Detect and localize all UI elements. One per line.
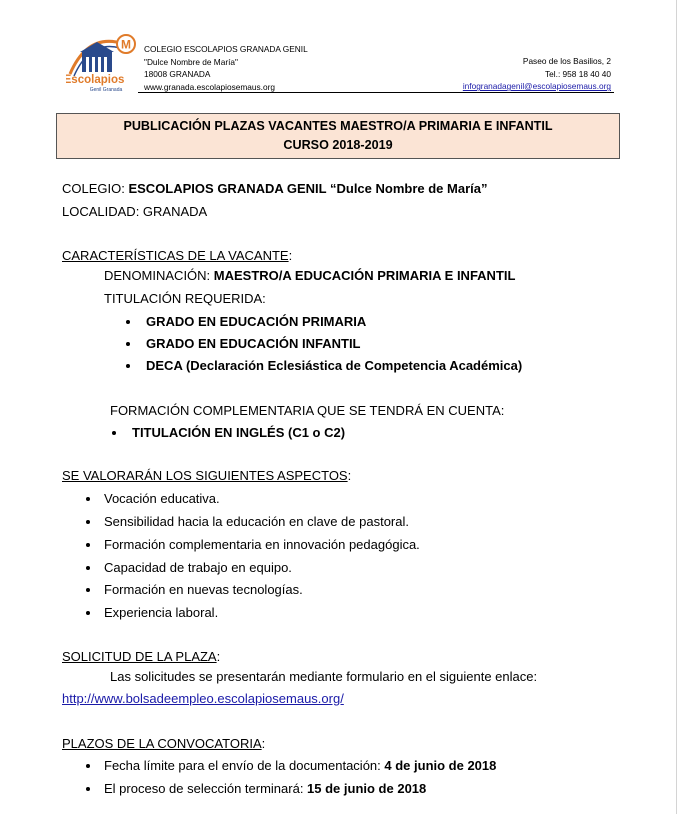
bullet-icon [126,342,130,346]
title-line-1: PUBLICACIÓN PLAZAS VACANTES MAESTRO/A PRIMARIA E INFANTIL [123,119,553,133]
logo-text: Escolapios [66,74,125,86]
school-value: ESCOLAPIOS GRANADA GENIL “Dulce Nombre de María” [128,181,488,196]
deadline-value: 4 de junio de 2018 [384,758,497,773]
titulation-item: DECA (Declaración Eclesiástica de Competencia Académica) [146,358,523,373]
deadlines-heading-text: PLAZOS DE LA CONVOCATORIA [62,736,262,751]
complementary-label: FORMACIÓN COMPLEMENTARIA QUE SE TENDRÁ EN CUENTA: [110,403,505,418]
bullet-icon [86,787,90,791]
titulation-item: GRADO EN EDUCACIÓN PRIMARIA [146,314,367,329]
bullet-icon [86,520,90,524]
locality-value: GRANADA [142,204,208,219]
bullet-icon [86,611,90,615]
application-heading-text: SOLICITUD DE LA PLAZA [62,649,217,664]
aspect-item: Capacidad de trabajo en equipo. [104,560,292,575]
titulation-item: GRADO EN EDUCACIÓN INFANTIL [146,336,361,351]
locality-line [62,204,207,220]
deadline-item [104,758,496,774]
aspect-item: Formación en nuevas tecnologías. [104,582,303,597]
vacancy-heading-text: CARACTERÍSTICAS DE LA VACANTE [62,248,289,263]
website-text: www.granada.escolapiosemaus.org [144,81,275,92]
aspects-heading-colon: : [347,468,352,483]
deadline-label: El proceso de selección terminará: [104,781,308,796]
address-text: Paseo de los Basilios, 2 [522,56,611,66]
title-line-2: CURSO 2018-2019 [283,138,393,152]
bullet-icon [86,764,90,768]
school-logo [66,30,138,94]
deadline-item [104,781,426,797]
denomination-line [104,268,515,284]
school-label: COLEGIO: [62,181,129,196]
letterhead-right [463,55,611,93]
phone-text: Tel.: 958 18 40 40 [545,68,611,79]
application-link[interactable]: http://www.bolsadeempleo.escolapiosemaus.org/ [62,691,344,706]
bullet-icon [86,588,90,592]
logo-subtext: Genil Granada [89,87,123,93]
deadlines-heading [62,736,265,752]
aspect-item: Formación complementaria en innovación pedagógica. [104,537,420,552]
bullet-icon [126,320,130,324]
deadline-value: 15 de junio de 2018 [307,781,427,796]
school-name: COLEGIO ESCOLAPIOS GRANADA GENIL [144,44,308,54]
aspect-item: Vocación educativa. [104,491,220,506]
application-heading-colon: : [216,649,221,664]
logo-badge: M [121,37,131,52]
letterhead-rule [138,92,614,93]
bullet-icon [86,497,90,501]
school-line [62,181,487,197]
bullet-icon [112,431,116,435]
bullet-icon [86,543,90,547]
aspects-heading [62,468,351,484]
school-subtitle: "Dulce Nombre de María" [144,56,238,67]
complementary-item: TITULACIÓN EN INGLÉS (C1 o C2) [132,425,346,440]
school-logo-icon [66,30,138,94]
letterhead-left [144,43,308,93]
aspect-item: Experiencia laboral. [104,605,219,620]
bullet-icon [86,566,90,570]
vacancy-heading [62,248,292,264]
locality-label: LOCALIDAD: [62,204,143,219]
title-box [56,113,620,159]
titulation-label: TITULACIÓN REQUERIDA: [104,291,266,306]
bullet-icon [126,364,130,368]
aspects-heading-text: SE VALORARÁN LOS SIGUIENTES ASPECTOS [62,468,348,483]
deadline-label: Fecha límite para el envío de la documentación: [104,758,385,773]
vacancy-heading-colon: : [288,248,293,263]
denomination-value: MAESTRO/A EDUCACIÓN PRIMARIA E INFANTIL [213,268,516,283]
application-heading [62,649,220,665]
aspect-item: Sensibilidad hacia la educación en clave de pastoral. [104,514,409,529]
denomination-label: DENOMINACIÓN: [104,268,214,283]
deadlines-heading-colon: : [261,736,266,751]
email-link[interactable]: infogranadagenil@escolapiosemaus.org [462,81,611,92]
application-text: Las solicitudes se presentarán mediante formulario en el siguiente enlace: [110,669,538,684]
postal-code: 18008 GRANADA [144,69,211,80]
